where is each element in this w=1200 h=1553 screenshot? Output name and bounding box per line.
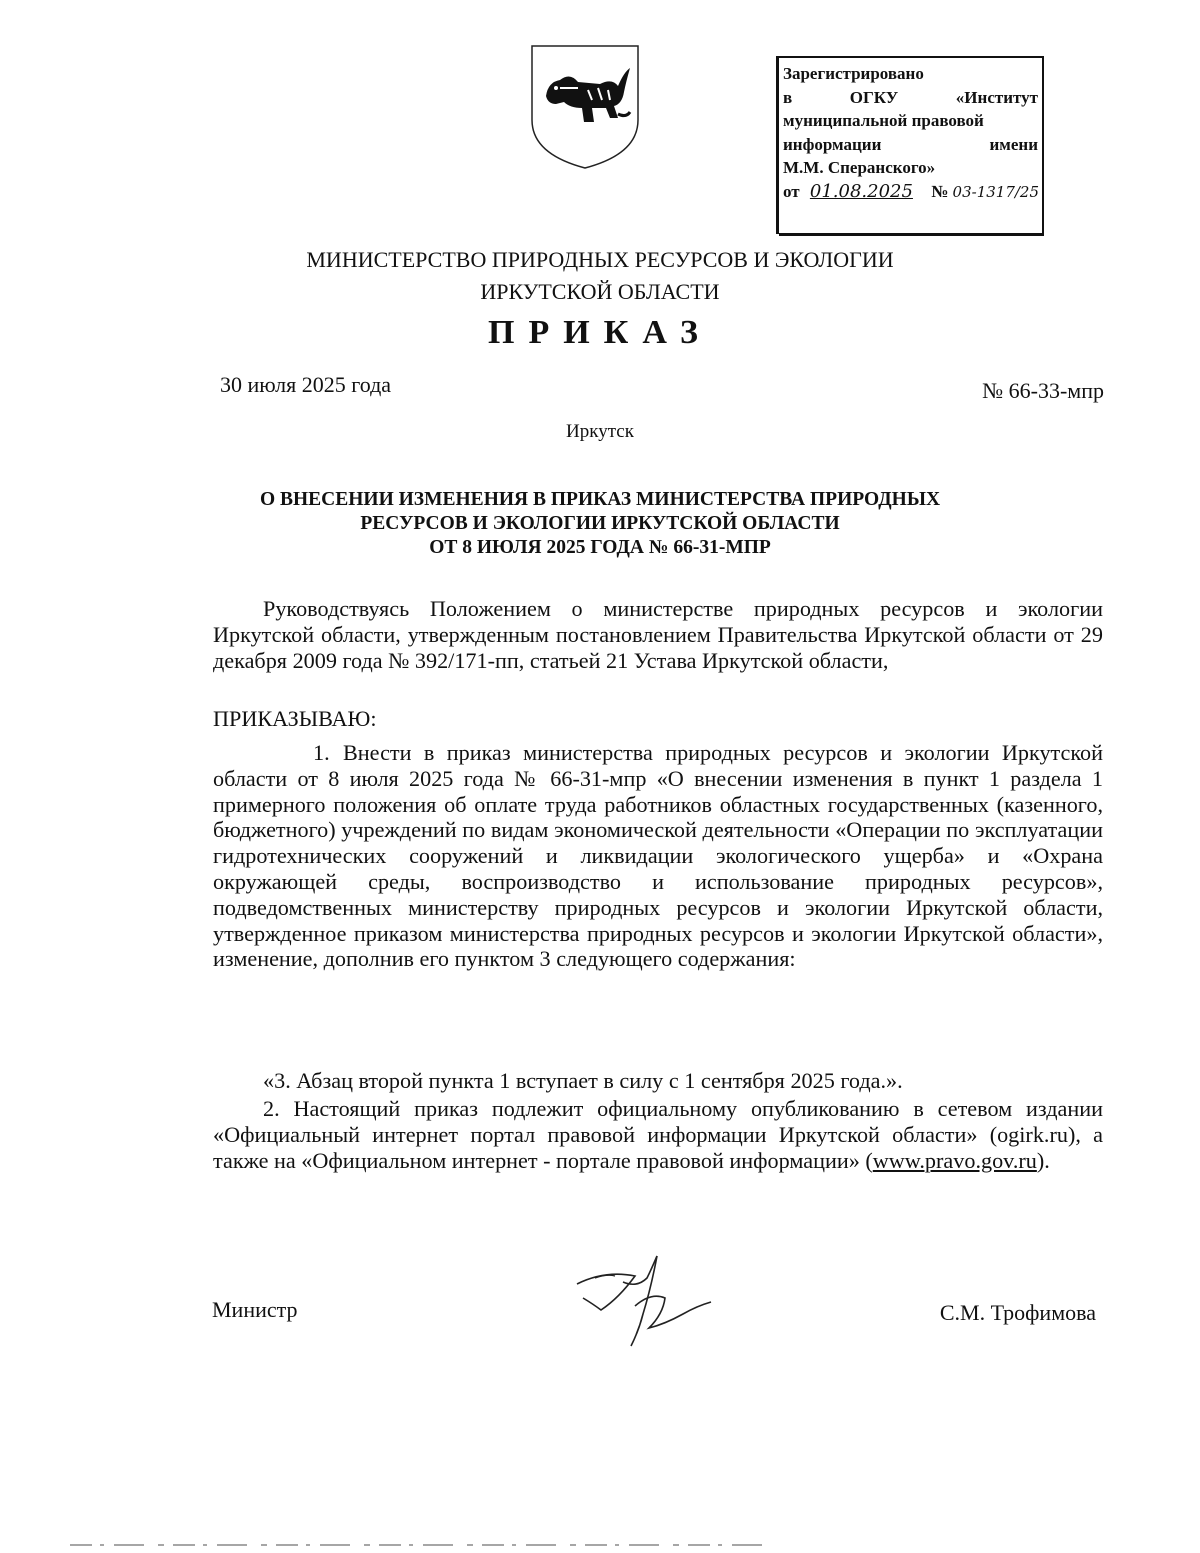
stamp-line xyxy=(783,133,1038,157)
document-date: 30 июля 2025 года xyxy=(220,372,392,397)
quoted-amendment: «3. Абзац второй пункта 1 вступает в силу с 1 сентября 2025 года.». xyxy=(263,1068,903,1093)
ministry-line: ИРКУТСКОЙ ОБЛАСТИ xyxy=(480,279,720,304)
document-title xyxy=(200,488,1000,560)
stamp-line: муниципальной правовой xyxy=(783,111,984,130)
document-city: Иркутск xyxy=(566,421,634,442)
stamp-line: Зарегистрировано xyxy=(783,64,924,83)
signer-title: Министр xyxy=(212,1297,298,1322)
stamp-line xyxy=(783,86,1038,110)
title-line: О ВНЕСЕНИИ ИЗМЕНЕНИЯ В ПРИКАЗ МИНИСТЕРСТВА ПРИРОДНЫХ xyxy=(259,489,941,510)
stamp-word: ОГКУ xyxy=(849,87,899,107)
stamp-registration-line xyxy=(783,180,1038,205)
pravo-link[interactable]: www.pravo.gov.ru xyxy=(872,1147,1037,1173)
stamp-line: М.М. Сперанского» xyxy=(783,158,936,177)
stamp-underline xyxy=(779,233,1044,236)
title-line: РЕСУРСОВ И ЭКОЛОГИИ ИРКУТСКОЙ ОБЛАСТИ xyxy=(360,513,840,534)
signer-name: С.М. Трофимова xyxy=(939,1300,1096,1325)
scan-artifact xyxy=(70,1543,770,1547)
basis-paragraph: Руководствуясь Положением о министерстве природных ресурсов и экологии Иркутской области, утвержденным постановлением Правительства Иркутской области от 29 декабря 2009 года № 392/171-пп, статьей 21 Устава Иркутской области, xyxy=(213,596,1103,673)
registration-stamp xyxy=(776,56,1044,234)
item-1-number: 1. xyxy=(313,740,330,765)
item-1-paragraph xyxy=(213,740,1103,972)
handwritten-signature-icon xyxy=(565,1248,715,1353)
order-word: ПРИКАЗЫВАЮ: xyxy=(213,706,377,731)
stamp-date-prefix: от xyxy=(783,181,800,201)
item-2-paragraph xyxy=(213,1096,1103,1173)
irkutsk-coat-of-arms-icon xyxy=(526,42,644,172)
stamp-word: информации xyxy=(783,134,882,154)
stamp-number-prefix: № xyxy=(931,181,949,201)
stamp-number: 03-1317/25 xyxy=(952,182,1040,201)
ministry-line: МИНИСТЕРСТВО ПРИРОДНЫХ РЕСУРСОВ И ЭКОЛОГИИ xyxy=(306,247,894,272)
stamp-word: в xyxy=(783,87,793,107)
item-2-text: 2. Настоящий приказ подлежит официальному опубликованию в сетевом издании «Официальный интернет портал правовой информации Иркутской области» (ogirk.ru), а также на «Официальном интернет - портале правовой информации» ( xyxy=(213,1096,1103,1173)
document-type: ПРИКАЗ xyxy=(488,314,712,351)
item-2-end: ). xyxy=(1036,1147,1050,1173)
title-line: ОТ 8 ИЮЛЯ 2025 ГОДА № 66-31-МПР xyxy=(429,537,771,558)
ministry-name xyxy=(200,244,1000,308)
stamp-word: имени xyxy=(989,134,1038,154)
document-number: № 66-33-мпр xyxy=(982,378,1104,403)
item-1-text: Внести в приказ министерства природных ресурсов и экологии Иркутской области от 8 июля 2025 года № 66-31-мпр «О внесении изменения в пункт 1 раздела 1 примерного положения об оплате труда работников областных государственных (казенного, бюджетного) учреждений по видам экономической деятельности «Операции по эксплуатации гидротехнических сооружений и ликвидации экологического ущерба» и «Охрана окружающей среды, воспроизводство и использование природных ресурсов», подведомственных министерству природных ресурсов и экологии Иркутской области, утвержденное приказом министерства природных ресурсов и экологии Иркутской области», изменение, дополнив его пунктом 3 следующего содержания: xyxy=(213,740,1103,972)
stamp-word: «Институт xyxy=(955,87,1038,107)
stamp-date: 01.08.2025 xyxy=(809,180,913,202)
